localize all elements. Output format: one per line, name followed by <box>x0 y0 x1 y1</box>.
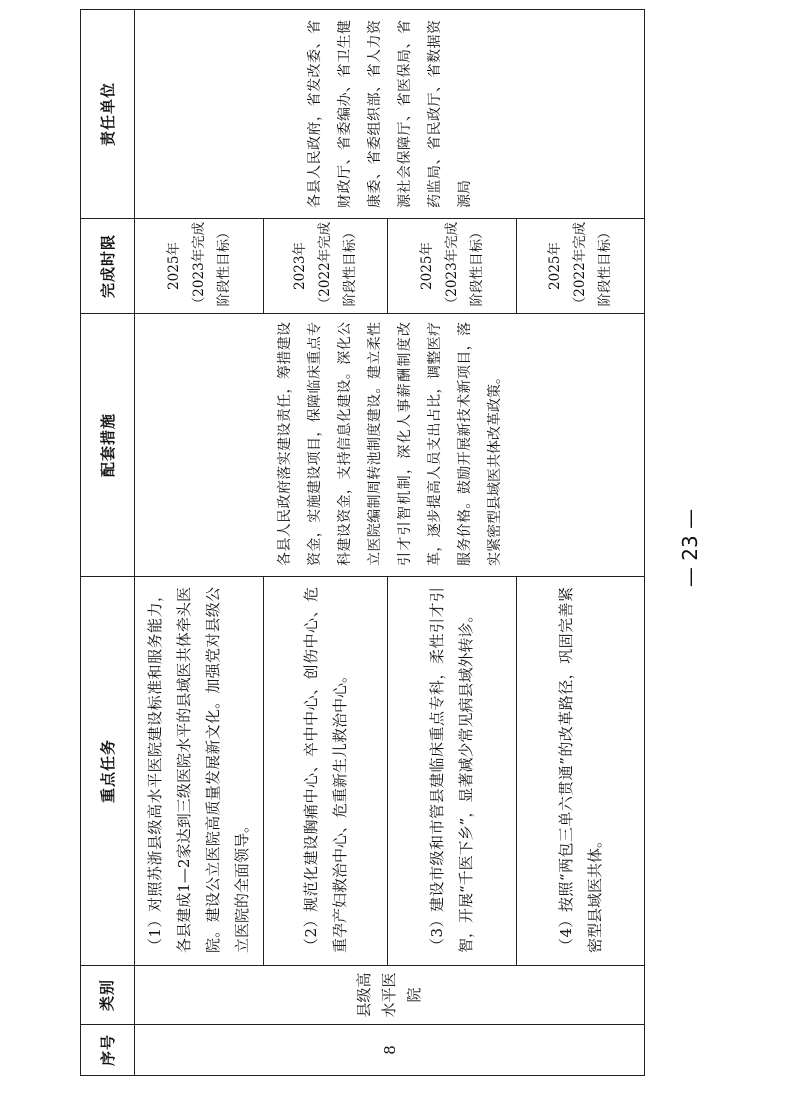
unit-cell <box>135 10 645 219</box>
task-cell-1 <box>135 577 264 966</box>
task-text-1: （1）对照苏浙县级高水平医院建设标准和服务能力，各县建成1—2家达到三级医院水平的县域医共体牵头医院。建设公立医院高质量发展新文化。加强党对县级公立医院的全面领导。 <box>146 587 251 953</box>
header-unit: 责任单位 <box>81 10 135 219</box>
deadline-text-1: 2025年（2023年完成阶段性目标） <box>165 221 232 311</box>
measures-cell <box>135 314 645 577</box>
page-number-text: — 23 — <box>678 508 702 588</box>
deadline-cell-1 <box>135 219 264 314</box>
deadline-cell-4 <box>517 219 645 314</box>
header-no: 序号 <box>81 1025 135 1076</box>
task-cell-2 <box>264 577 388 966</box>
unit-text: 各县人民政府，省发改委、省财政厅、省委编办、省卫生健康委、省委组织部、省人力资源社会保障厅、省医保局、省药监局、省民政厅、省数据资源局 <box>306 20 473 208</box>
task-cell-4 <box>517 577 645 966</box>
header-deadline: 完成时限 <box>81 219 135 314</box>
task-text-3: （3）建设市级和市管县建临床重点专科，柔性引才引智，开展“千医下乡”，显著减少常见病县域外转诊。 <box>428 587 475 953</box>
task-table <box>80 9 645 1076</box>
task-cell-3 <box>388 577 517 966</box>
category-text: 县级高水平医院 <box>355 972 423 1018</box>
rotated-table-container <box>80 20 642 1076</box>
measures-text: 各县人民政府落实建设责任，筹措建设资金，实施建设项目，保障临床重点专科建设资金，支持信息化建设。深化公立医院编制周转池制度建设。建立柔性引才引智机制，深化人事薪酬制度改革，逐步提高人员支出占比，调整医疗服务价格。鼓励开展新技术新项目，落实紧密型县域医共体改革政策。 <box>276 322 503 566</box>
table-row <box>135 10 264 1076</box>
row-category <box>135 966 645 1025</box>
row-number: 8 <box>135 1025 645 1076</box>
header-task: 重点任务 <box>81 577 135 966</box>
task-text-4: （4）按照“两包三单六贯通”的改革路径，巩固完善紧密型县域医共体。 <box>556 587 604 953</box>
task-text-2: （2）规范化建设胸痛中心、卒中中心、创伤中心、危重孕产妇救治中心、危重新生儿救治中心。 <box>301 587 349 953</box>
header-measures: 配套措施 <box>81 314 135 577</box>
deadline-text-4: 2025年（2022年完成阶段性目标） <box>547 221 613 311</box>
header-row <box>81 10 135 1076</box>
deadline-cell-3 <box>388 219 517 314</box>
deadline-text-2: 2023年（2022年完成阶段性目标） <box>292 221 358 311</box>
page-number <box>678 508 718 600</box>
header-category: 类别 <box>81 966 135 1025</box>
deadline-text-3: 2025年（2023年完成阶段性目标） <box>418 221 485 311</box>
deadline-cell-2 <box>264 219 388 314</box>
